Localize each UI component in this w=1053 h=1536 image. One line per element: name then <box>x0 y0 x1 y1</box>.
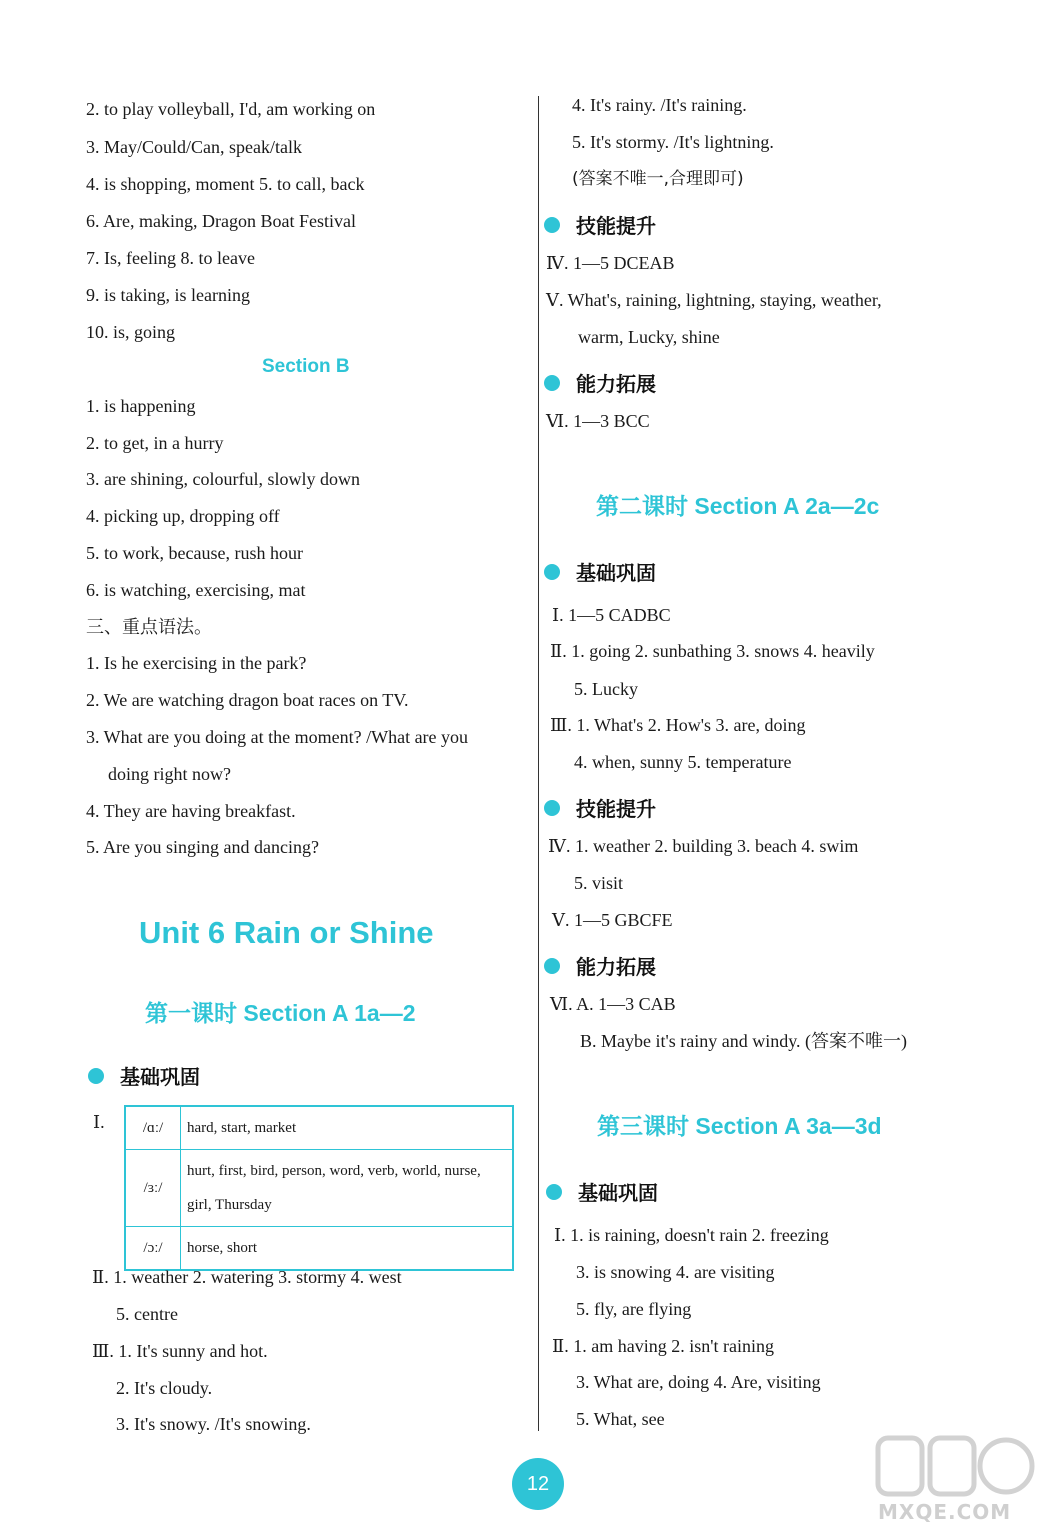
category-label: 技能提升 <box>576 214 656 238</box>
answer-line: Ⅰ. 1. is raining, doesn't rain 2. freezing <box>554 1225 829 1245</box>
answer-line: Ⅴ. What's, raining, lightning, staying, weather, <box>546 290 882 310</box>
answer-line: 6. is watching, exercising, mat <box>86 580 306 600</box>
answer-line: 3. What are you doing at the moment? /What are you <box>86 727 469 747</box>
watermark-url: MXQE.COM <box>878 1500 1012 1524</box>
category-label: 基础巩固 <box>120 1065 200 1089</box>
category-heading <box>544 210 656 239</box>
bullet-dot-icon <box>544 217 560 233</box>
answer-line: doing right now? <box>108 764 231 784</box>
category-heading <box>546 1177 658 1206</box>
answer-line: 2. to get, in a hurry <box>86 433 224 453</box>
answer-line: Ⅳ. 1—5 DCEAB <box>546 253 675 273</box>
category-heading <box>544 368 656 397</box>
answer-line: Ⅱ. 1. weather 2. watering 3. stormy 4. west <box>92 1267 402 1287</box>
answer-line: 4. picking up, dropping off <box>86 506 280 526</box>
category-label: 技能提升 <box>576 797 656 821</box>
page-number: 12 <box>512 1458 564 1510</box>
column-divider <box>538 96 539 1431</box>
answer-line: 3. It's snowy. /It's snowing. <box>116 1414 311 1434</box>
table-row <box>125 1150 513 1227</box>
bullet-dot-icon <box>544 800 560 816</box>
bullet-dot-icon <box>544 564 560 580</box>
phonetic-words: horse, short <box>181 1227 514 1271</box>
answer-line: 3. is snowing 4. are visiting <box>576 1262 775 1282</box>
answer-line: 4. is shopping, moment 5. to call, back <box>86 174 365 194</box>
answer-line: 4. It's rainy. /It's raining. <box>572 95 747 115</box>
answer-line: 3. are shining, colourful, slowly down <box>86 469 360 489</box>
answer-line: B. Maybe it's rainy and windy. (答案不唯一) <box>580 1031 908 1051</box>
answer-line: 5. fly, are flying <box>576 1299 692 1319</box>
answer-line: Ⅵ. 1—3 BCC <box>546 411 650 431</box>
answer-line: 3. What are, doing 4. Are, visiting <box>576 1372 821 1392</box>
phonetic-symbol: /ɔː/ <box>125 1227 181 1271</box>
answer-line: 2. It's cloudy. <box>116 1378 213 1398</box>
answer-line: 2. to play volleyball, I'd, am working on <box>86 99 376 119</box>
bullet-dot-icon <box>544 375 560 391</box>
section-b-heading: Section B <box>262 356 350 377</box>
unit-title: Unit 6 Rain or Shine <box>139 915 434 950</box>
grammar-heading: 三、重点语法。 <box>86 617 212 638</box>
answer-line: 6. Are, making, Dragon Boat Festival <box>86 211 356 231</box>
answer-line: 7. Is, feeling 8. to leave <box>86 248 255 268</box>
answer-line: Ⅱ. 1. going 2. sunbathing 3. snows 4. heavily <box>550 641 875 661</box>
category-label: 基础巩固 <box>576 561 656 585</box>
phonetic-symbol: /ɑː/ <box>125 1106 181 1150</box>
phonetic-words: hurt, first, bird, person, word, verb, world, nurse, girl, Thursday <box>181 1150 514 1227</box>
lesson-title: 第三课时 Section A 3a—3d <box>597 1113 882 1139</box>
category-label: 能力拓展 <box>576 955 656 979</box>
answer-line: 5. Lucky <box>574 679 638 699</box>
answer-line: 5. It's stormy. /It's lightning. <box>572 132 774 152</box>
table-row <box>125 1227 513 1271</box>
answer-line: 5. centre <box>116 1304 178 1324</box>
category-heading <box>88 1061 200 1090</box>
answer-line: 1. is happening <box>86 396 196 416</box>
category-label: 基础巩固 <box>578 1181 658 1205</box>
bullet-dot-icon <box>88 1068 104 1084</box>
answer-line: 3. May/Could/Can, speak/talk <box>86 137 302 157</box>
answer-line: 5. Are you singing and dancing? <box>86 837 319 857</box>
answer-line: 4. when, sunny 5. temperature <box>574 752 792 772</box>
bullet-dot-icon <box>544 958 560 974</box>
answer-line: Ⅰ. 1—5 CADBC <box>552 605 671 625</box>
answer-line: 10. is, going <box>86 322 176 342</box>
bullet-dot-icon <box>546 1184 562 1200</box>
answer-line: Ⅳ. 1. weather 2. building 3. beach 4. swim <box>548 836 859 856</box>
answer-line: Ⅴ. 1—5 GBCFE <box>552 910 673 930</box>
answer-line: Ⅵ. A. 1—3 CAB <box>550 994 676 1014</box>
answer-line: Ⅱ. 1. am having 2. isn't raining <box>552 1336 774 1356</box>
category-heading <box>544 557 656 586</box>
answer-line: 5. What, see <box>576 1409 665 1429</box>
answer-line: 5. to work, because, rush hour <box>86 543 303 563</box>
answer-line: 2. We are watching dragon boat races on TV. <box>86 690 409 710</box>
answer-line: 9. is taking, is learning <box>86 285 250 305</box>
answer-line: Ⅲ. 1. It's sunny and hot. <box>92 1341 268 1361</box>
answer-line: Ⅲ. 1. What's 2. How's 3. are, doing <box>550 715 806 735</box>
category-label: 能力拓展 <box>576 372 656 396</box>
answer-line: 4. They are having breakfast. <box>86 801 296 821</box>
answer-line: 1. Is he exercising in the park? <box>86 653 307 673</box>
lesson-title: 第二课时 Section A 2a—2c <box>596 493 880 519</box>
category-heading <box>544 951 656 980</box>
lesson-title: 第一课时 Section A 1a—2 <box>145 1000 416 1026</box>
table-row <box>125 1106 513 1150</box>
category-heading <box>544 793 656 822</box>
phonetic-symbol: /ɜː/ <box>125 1150 181 1227</box>
answer-line: 5. visit <box>574 873 624 893</box>
phonetic-table <box>124 1105 514 1271</box>
exercise-number: Ⅰ. <box>93 1112 105 1132</box>
answer-line: warm, Lucky, shine <box>578 327 720 347</box>
phonetic-words: hard, start, market <box>181 1106 514 1150</box>
answer-note: (答案不唯一,合理即可) <box>572 169 744 189</box>
